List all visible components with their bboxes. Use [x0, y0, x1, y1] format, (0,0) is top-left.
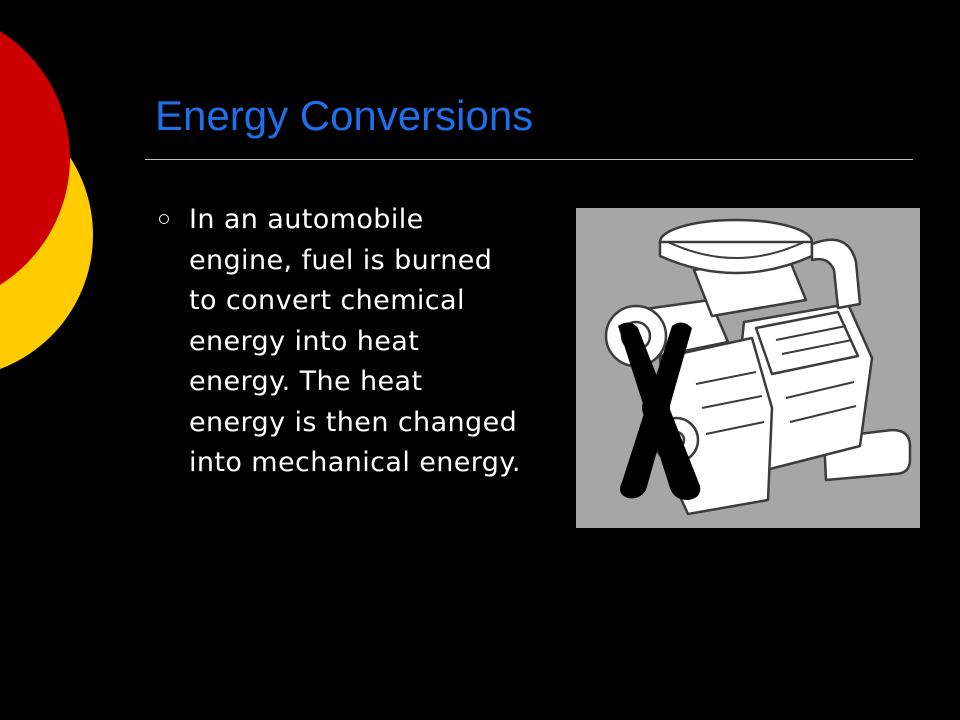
slide-title: Energy Conversions	[155, 92, 534, 139]
bullet-item	[155, 200, 525, 484]
decorative-circles	[0, 0, 100, 380]
bullet-text: In an automobile engine, fuel is burned to convert chemical energy into heat energy. The heat energy is then changed into mechanical energy.	[189, 204, 521, 478]
hollow-circle-bullet-icon	[159, 214, 169, 224]
engine-icon	[576, 208, 920, 528]
engine-image	[576, 208, 920, 528]
bullet-list	[155, 200, 525, 484]
title-divider	[145, 159, 913, 160]
